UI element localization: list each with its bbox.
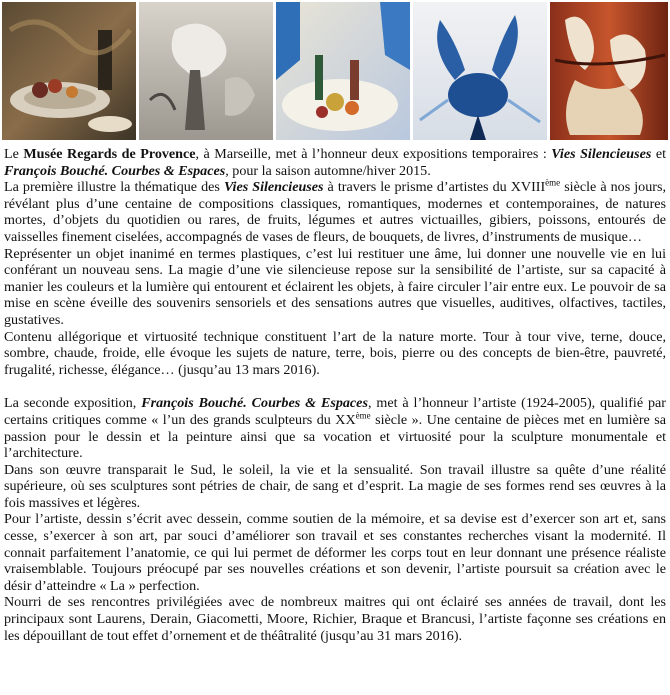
paragraph: Représenter un objet inanimé en termes plastiques, c’est lui restituer une âme, lui donner une nouvelle vie en lui conférant un nouveau sens. La magie d’une vie silencieuse repose sur la sensibilité de l’artiste, sur sa capacité à manier les couleurs et la lumière qui entourent et éclairent les objets, à faire circuler l’air entre eux. Le pouvoir de sa mise en scène éveille des souvenirs sensoriels et des sensations autres que visuelles, auditives, olfactives, tactiles, gustatives.: [4, 245, 666, 328]
exhibition-title: François Bouché. Courbes & Espaces: [141, 395, 368, 412]
grey-sculpture-drawing: [139, 2, 273, 140]
exhibition-title: François Bouché. Courbes & Espaces: [4, 162, 226, 179]
paragraph: Pour l’artiste, dessin s’écrit avec dessein, comme soutien de la mémoire, et sa devise est d’exercer son art et, sans cesse, s’exercer à son art, par souci d’améliorer son travail et ses constantes recherches visant la modernité. Il connait parfaitement l’anatomie, ce qui lui permet de déformer les corps tout en leur donnant une présence réaliste vraisemblable. Toujours préocupé par ses nouvelles créations et son devenir, l’artiste poursuit sa création avec le désir d’atteindre « La » perfection.: [4, 511, 666, 594]
exhibition-title: Vies Silencieuses: [551, 146, 652, 162]
table-painting: [276, 2, 410, 140]
exhibition-title: Vies Silencieuses: [223, 179, 324, 196]
paragraph: La seconde exposition, François Bouché. Courbes & Espaces, met à l’honneur l’artiste (1924-2005), qualifié par certains critiques comme « l’un des grands sculpteurs du XXème siècle ». Une centaine de pièces met en lumière sa passion pour le dessin et la peinture ainsi que sa vocation et virtuosité pour la sculpture monumentale et l’architecture.: [4, 395, 666, 462]
paragraph-intro: Le Musée Regards de Provence, à Marseille, met à l’honneur deux expositions temporaires : Vies Silencieuses et François Bouché. Courbes & Espaces, pour la saison automne/hiver 2015.: [4, 146, 667, 179]
still-life-painting: [2, 2, 136, 140]
article-text: [4, 146, 666, 644]
paragraph: Contenu allégorique et virtuosité technique constituent l’art de la nature morte. Tour à tour vive, terne, douce, sombre, chaude, froide, elle évoque les sujets de nature, terre, bois, pierre ou des concepts de bien-être, pauvreté, frugalité, richesse, élégance… (jusqu’au 13 mars 2016).: [4, 328, 666, 378]
paragraph: Nourri de ses rencontres privilégiées avec de nombreux maitres qui ont éclairé ses années de travail, dont les principaux sont Laurens, Derain, Giacometti, Moore, Richier, Braque et Brancusi, l’artiste façonne ses créations en les dépouillant de tout effet d’ornement et de théâtralité (jusqu’au 31 mars 2016).: [4, 594, 666, 644]
lobster-painting: [413, 2, 547, 140]
image-strip: [0, 0, 670, 142]
paragraph: La première illustre la thématique des Vies Silencieuses à travers le prisme d’artistes du XVIIIème siècle à nos jours, révélant plus d’une centaine de compositions classiques, romantiques, modernes et contemporaines, de natures mortes, d’objets du quotidien ou rares, de fruits, légumes et autres victuailles, gibiers, poissons, entourés de vaisselles finement ciselées, accompagnés de vases de fleurs, de bouquets, de livres, d’instruments de musique…: [4, 177, 666, 245]
red-figures-painting: [550, 2, 668, 140]
paragraph: Dans son œuvre transparait le Sud, le soleil, la vie et la sensualité. Son travail illustre sa quête d’une réalité supérieure, où ses sculptures sont pétries de chair, de sang et d’esprit. La magie de ses formes rend ses œuvres à la fois massives et légères.: [4, 461, 666, 511]
museum-name: Musée Regards de Provence: [23, 146, 196, 162]
